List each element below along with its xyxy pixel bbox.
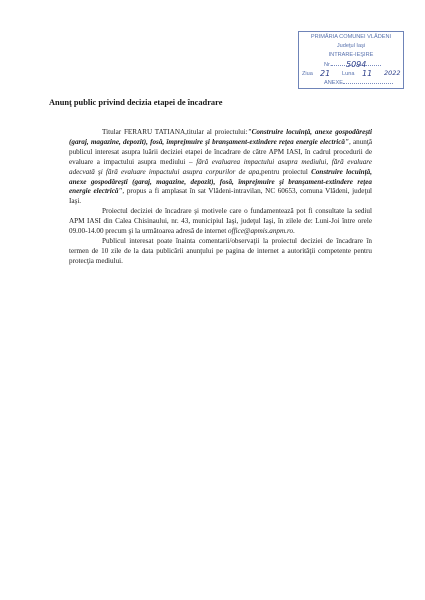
announcement-title: Anunţ public privind decizia etapei de încadrare — [49, 98, 223, 107]
contact-email-link[interactable]: office@apmis.anpm.ro — [228, 227, 294, 236]
stamp-month-label: Luna — [342, 70, 355, 77]
paragraph-consultation — [69, 207, 372, 237]
stamp-county: Judeţul Iaşi — [336, 43, 366, 50]
stamp-date-row — [302, 70, 400, 79]
stamp-day-label: Ziua — [302, 70, 313, 77]
announcement-body — [69, 128, 372, 267]
stamp-annex-label: ANEXE — [324, 79, 343, 86]
p1-holder: Titular FERARU TATIANA,titular al proiectului: — [102, 128, 248, 136]
registration-stamp — [298, 31, 404, 89]
stamp-institution: PRIMĂRIA COMUNEI VLĂDENI — [310, 34, 392, 40]
p1-text: , anunţă publicul interesat asupra luării deciziei etapei de încadrare de către APM IASI, în cadrul procedurii de evaluare a impactului asupra mediului – — [69, 137, 372, 166]
p1-procedure: fără evaluarea impactului asupra mediului, fără evaluare adecvată şi fără evaluare impactului asupra corpurilor de apa — [69, 157, 372, 176]
paragraph-comments: Publicul interesat poate înainta comentarii/observaţii la proiectul deciziei de încadrare în termen de 10 zile de la data publicării anunţului pe pagina de internet a autorităţii competente pentru protecţia mediului. — [69, 236, 372, 265]
stamp-day-value: 21 — [320, 68, 331, 78]
stamp-annex-row — [302, 79, 400, 88]
stamp-month-value: 11 — [362, 68, 373, 78]
paragraph-project — [69, 128, 372, 207]
p1-location: , propus a fi amplasat în sat Vlădeni-intravilan, NC 60653, comuna Vlădeni, judeţul Iaşi. — [69, 187, 372, 206]
p1-project-name: "Construire locuinţă, anexe gospodăreşti (garaj, magazine, depozit), fosă, împrejmuire şi branşament-extindere reţea energie electrică" — [69, 128, 372, 146]
stamp-number-value: 5094 — [346, 59, 367, 69]
stamp-number-label: Nr. — [324, 61, 332, 68]
p1-project-name-2: Construire locuinţă, anexe gospodăreşti (garaj, magazine, depozit), fosă, împrejmuire şi branşament-extindere reţea energie electrică" — [69, 167, 372, 196]
p1-for: ,pentru proiectul — [259, 167, 312, 176]
p2-text: Proiectul deciziei de încadrare şi motivele care o fundamentează pot fi consultate la sediul APM IASI din Calea Chisinaului, nr. 43, municipiul Iaşi, judeţul Iaşi, în zilele de: Luni-Joi între orele 09.00-14.00 precum şi la următoarea adresă de internet — [69, 207, 372, 236]
stamp-entry-exit: INTRARE-IEŞIRE — [328, 52, 374, 59]
stamp-year-value: 2022 — [384, 68, 401, 77]
p2-end: . — [293, 227, 295, 236]
